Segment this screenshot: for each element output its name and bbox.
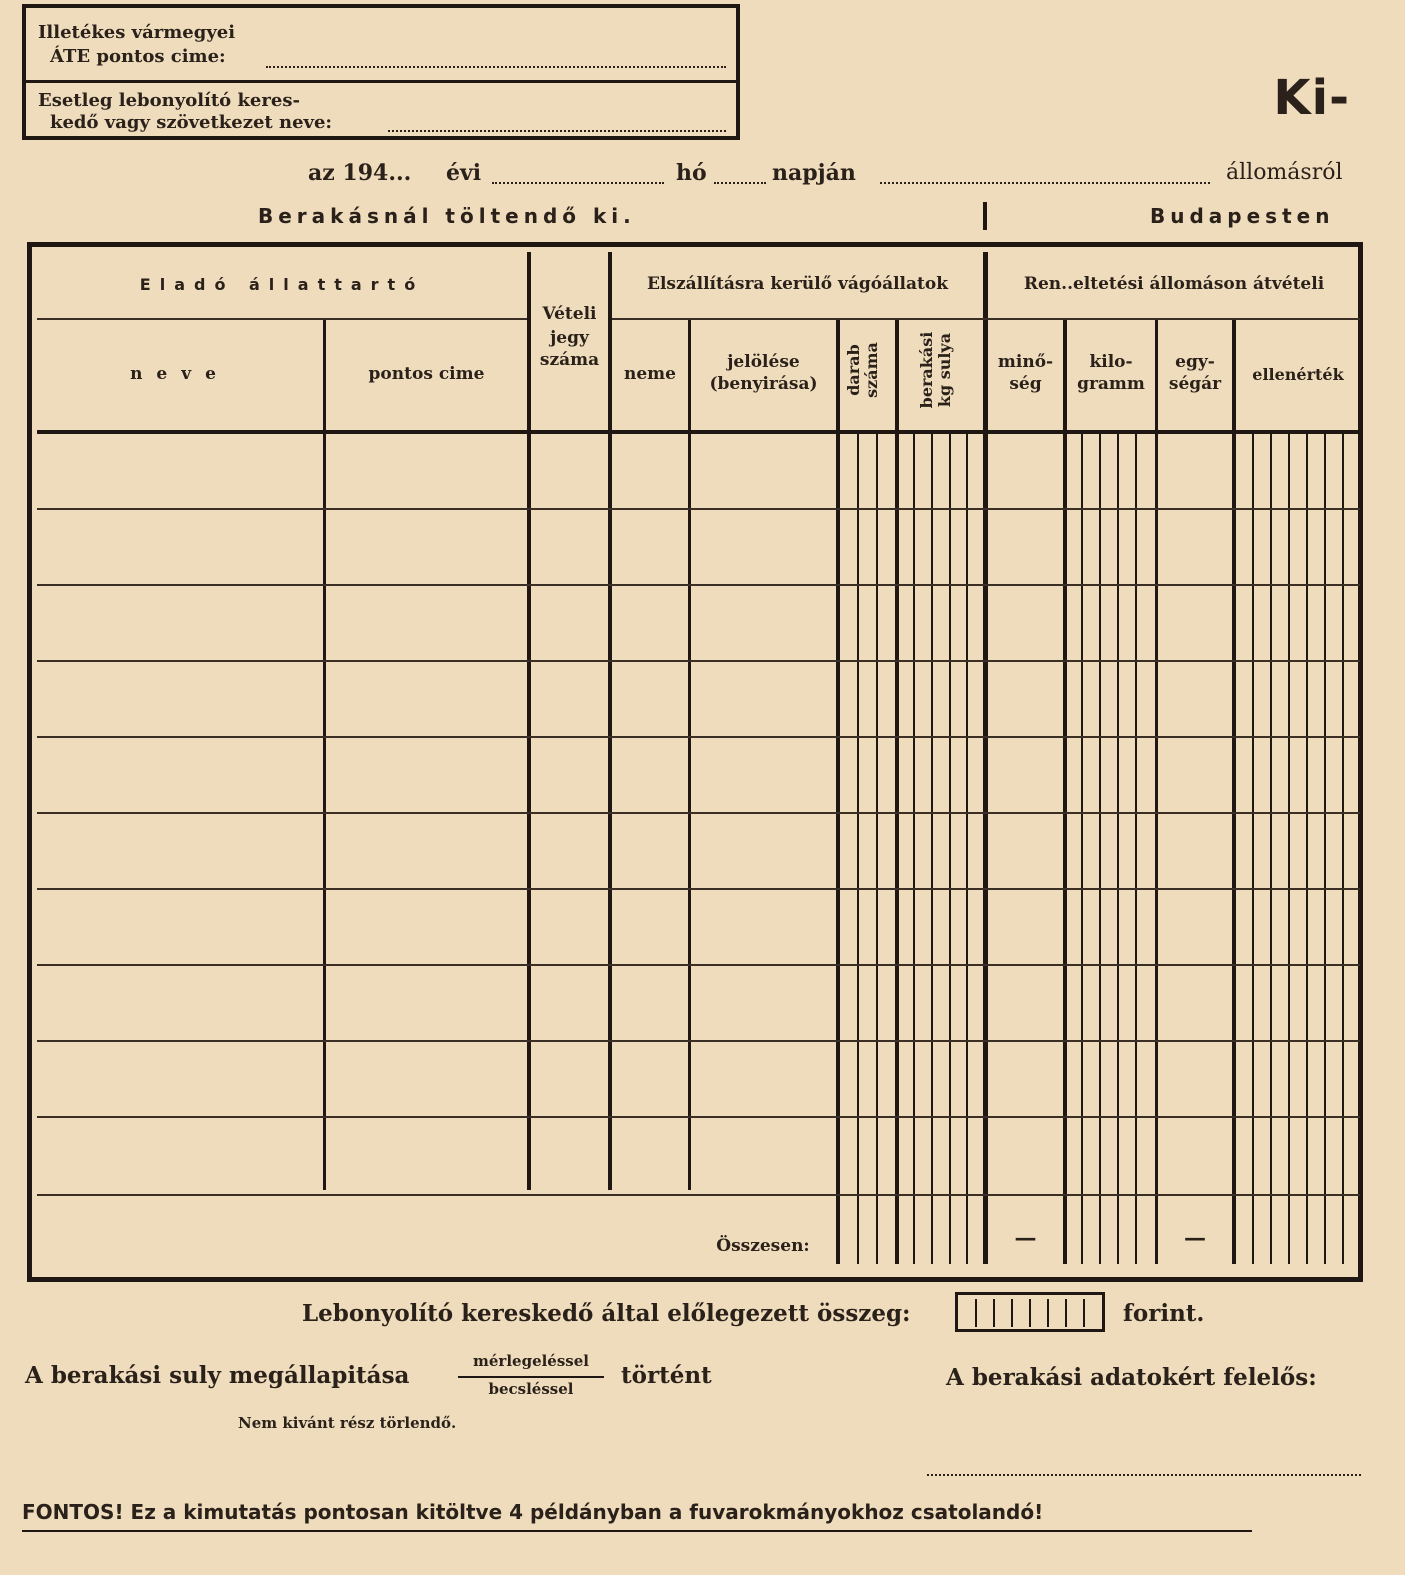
trader-label-2: kedő vagy szövetkezet neve: [50, 112, 333, 133]
trader-name-field[interactable] [388, 130, 726, 132]
date-day-label: napján [772, 160, 856, 186]
header-unit-1: egy- [1175, 352, 1215, 372]
header-ticket-3: száma [539, 350, 600, 370]
header-weight-2: kg sulya [935, 332, 954, 408]
col-divider-quality [1063, 318, 1067, 1264]
table-row [37, 736, 1360, 738]
trader-label-1: Esetleg lebonyolító keres- [38, 90, 300, 111]
table-row [37, 812, 1360, 814]
digit-line [857, 434, 859, 1264]
digit-line [876, 434, 878, 1264]
responsible-signature-field[interactable] [927, 1474, 1361, 1476]
weighing-note: Nem kivánt rész törlendő. [238, 1414, 457, 1432]
digit-line [1029, 1299, 1031, 1327]
weighing-option-bottom[interactable]: becsléssel [488, 1380, 574, 1398]
col-divider-kind [688, 318, 691, 1190]
county-label-1: Illetékes vármegyei [38, 22, 236, 43]
station-label: állomásról [1226, 160, 1343, 185]
total-quality-dash: — [1014, 1225, 1037, 1251]
digit-line [1065, 1299, 1067, 1327]
header-count [845, 315, 881, 425]
date-month-label: hó [676, 160, 707, 186]
weighing-suffix: történt [621, 1362, 712, 1389]
info-box-divider [26, 80, 736, 83]
header-seller: Eladó állattartó [139, 275, 425, 294]
advance-unit: forint. [1123, 1300, 1205, 1327]
header-value: ellenérték [1252, 365, 1344, 384]
digit-line [1342, 434, 1344, 1264]
header-ticket-1: Vételi [542, 304, 597, 324]
header-rule-right [612, 318, 1360, 320]
date-year-field[interactable] [492, 182, 664, 184]
col-divider-unit [1232, 318, 1236, 1264]
col-divider-name [323, 318, 326, 1190]
digit-line [1288, 434, 1290, 1264]
subheader-left: Berakásnál töltendő ki. [258, 204, 636, 228]
weighing-option-top[interactable]: mérlegeléssel [473, 1352, 589, 1370]
digit-line [1099, 434, 1101, 1264]
header-kg-1: kilo- [1089, 352, 1133, 372]
total-label: Összesen: [716, 1236, 810, 1256]
header-quality-1: minő- [997, 352, 1054, 372]
header-kind: neme [624, 364, 676, 384]
subheader-right: Budapesten [1150, 204, 1335, 228]
header-weight-1: berakási [917, 331, 936, 409]
col-divider-weight [983, 252, 988, 1264]
header-mark-1: jelölése [727, 352, 800, 372]
digit-line [1306, 434, 1308, 1264]
table-row [37, 1116, 1360, 1118]
total-unit-dash: — [1184, 1225, 1206, 1251]
table-row [37, 508, 1360, 510]
info-box [22, 4, 740, 140]
header-weight [918, 315, 954, 425]
col-divider-ticket [608, 252, 612, 1190]
header-mark-2: (benyirása) [709, 374, 818, 394]
digit-line [1011, 1299, 1013, 1327]
digit-line [931, 434, 933, 1264]
digit-line [1117, 434, 1119, 1264]
digit-line [1252, 434, 1254, 1264]
digit-line [913, 434, 915, 1264]
digit-line [966, 434, 968, 1264]
subheader-divider [983, 202, 987, 230]
header-receipt: Ren..eltetési állomáson átvételi [1023, 274, 1325, 294]
header-unit-2: ségár [1168, 374, 1222, 394]
header-animals: Elszállításra kerülő vágóállatok [646, 274, 949, 294]
digit-line [993, 1299, 995, 1327]
header-address: pontos cime [368, 364, 485, 384]
important-note: FONTOS! Ez a kimutatás pontosan kitöltve 4 példányban a fuvarokmányokhoz csatolandó! [22, 1500, 1044, 1524]
header-count-1: darab [844, 344, 863, 396]
table-row [37, 888, 1360, 890]
col-divider-mark [836, 318, 840, 1264]
table-row [37, 964, 1360, 966]
weighing-prefix: A berakási suly megállapitása [25, 1362, 410, 1389]
digit-line [975, 1299, 977, 1327]
header-name: neve [130, 364, 230, 384]
digit-line [949, 434, 951, 1264]
digit-line [1047, 1299, 1049, 1327]
responsible-label: A berakási adatokért felelős: [946, 1364, 1317, 1391]
digit-line [1324, 434, 1326, 1264]
county-label-2: ÁTE pontos cime: [50, 46, 226, 67]
table-row [37, 660, 1360, 662]
header-ticket-2: jegy [550, 328, 589, 348]
date-year-label: évi [446, 160, 482, 186]
table-row [37, 1194, 1360, 1196]
station-field[interactable] [880, 182, 1210, 184]
col-divider-address [527, 252, 531, 1190]
digit-line [1135, 434, 1137, 1264]
advance-amount-box[interactable] [955, 1292, 1105, 1332]
header-count-2: száma [862, 342, 881, 398]
date-prefix: az 194... [308, 160, 412, 186]
digit-line [1081, 434, 1083, 1264]
advance-label: Lebonyolító kereskedő által előlegezett összeg: [302, 1300, 911, 1327]
col-divider-count [895, 318, 899, 1264]
digit-line [1083, 1299, 1085, 1327]
header-quality-2: ség [1009, 374, 1042, 394]
shipment-table [27, 242, 1363, 1282]
footer-underline [22, 1530, 1252, 1532]
table-row [37, 584, 1360, 586]
table-row [37, 1040, 1360, 1042]
date-month-field[interactable] [714, 182, 766, 184]
header-rule-seller [37, 318, 527, 320]
county-address-field[interactable] [266, 66, 726, 68]
digit-line [1270, 434, 1272, 1264]
header-kg-2: gramm [1077, 374, 1145, 394]
col-divider-kg [1155, 318, 1158, 1264]
header-bottom-rule [37, 430, 1360, 434]
fraction-bar [458, 1376, 604, 1378]
form-title: Ki- [1273, 70, 1350, 126]
